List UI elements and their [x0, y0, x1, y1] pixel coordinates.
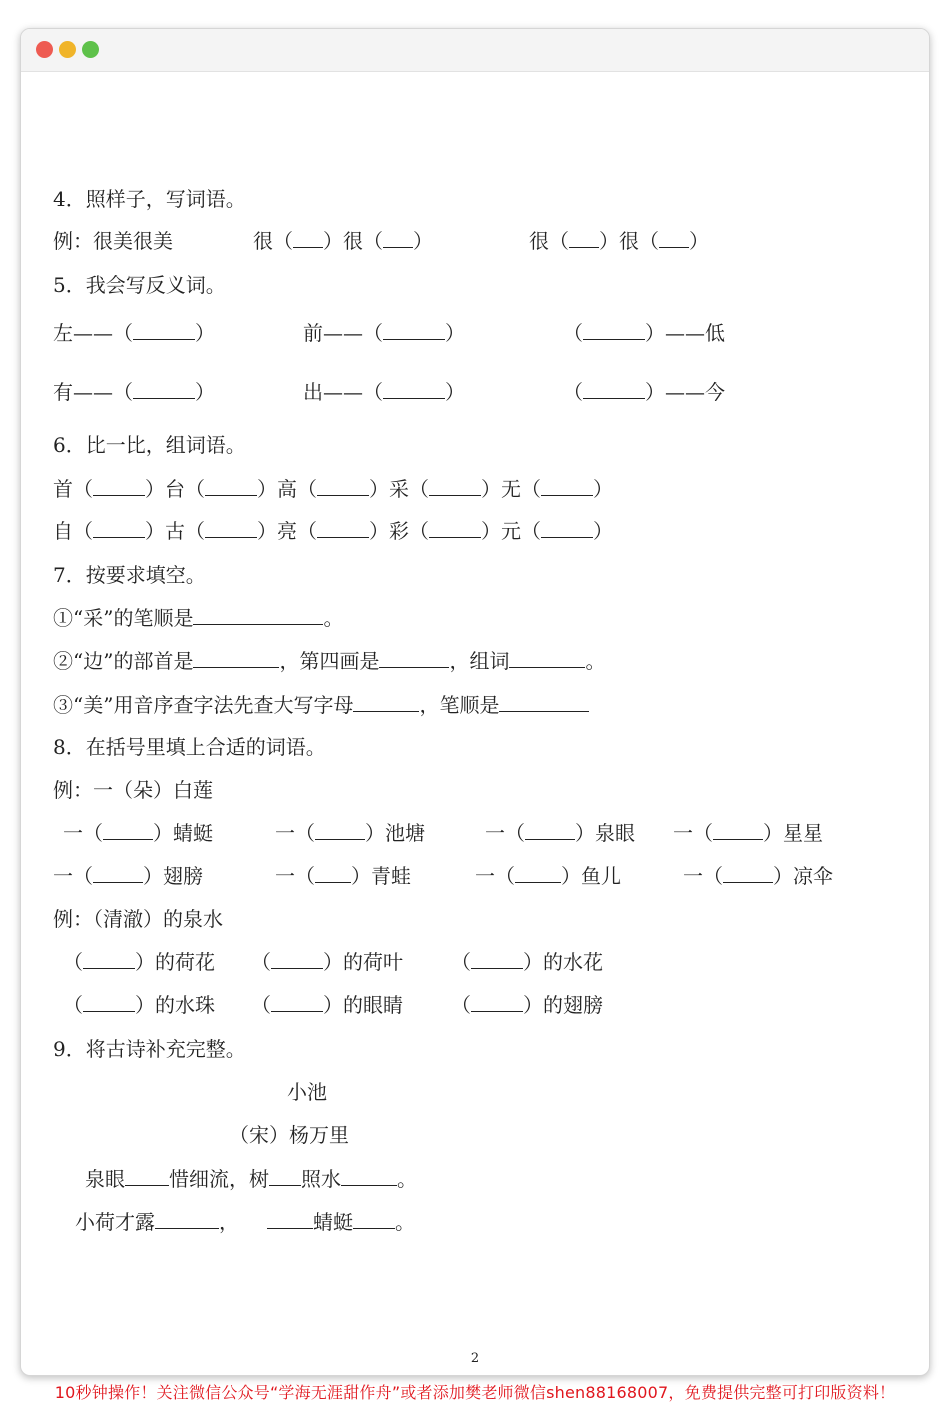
answer-blank[interactable] [471, 993, 523, 1012]
q4-item-1: 很（ ）很（ ） [253, 229, 433, 253]
answer-blank[interactable] [193, 606, 323, 625]
q7-line-3: ③“美”用音序查字法先查大写字母 ，笔顺是 [53, 693, 589, 717]
promo-footer: 10秒钟操作！关注微信公众号“学海无涯甜作舟”或者添加樊老师微信shen88168007，免费提供完整可打印版资料！ [54, 1383, 896, 1402]
answer-blank[interactable] [125, 1167, 169, 1186]
q8-row-3-c: （ ）的水花 [451, 950, 603, 974]
q8-row-1-d: 一（ ）星星 [673, 821, 823, 845]
q8-row-4-c: （ ）的翅膀 [451, 993, 603, 1017]
q8-row-1-c: 一（ ）泉眼 [485, 821, 635, 845]
q5-r1-b: 前——（ ） [303, 321, 465, 345]
answer-blank[interactable] [93, 864, 143, 883]
window-titlebar [21, 29, 929, 72]
answer-blank[interactable] [659, 229, 689, 248]
answer-blank[interactable] [93, 519, 145, 538]
q7-title: 7．按要求填空。 [53, 563, 206, 587]
q4-item-2: 很（ ）很（ ） [529, 229, 709, 253]
answer-blank[interactable] [379, 649, 449, 668]
answer-blank[interactable] [723, 864, 773, 883]
document-window [20, 28, 930, 1376]
answer-blank[interactable] [293, 229, 323, 248]
q6-row-1: 首（ ）台（ ）高（ ）采（ ）无（ ） [53, 477, 613, 501]
answer-blank[interactable] [583, 321, 645, 340]
q8-row-1-a: 一（ ）蜻蜓 [63, 821, 213, 845]
q4-example: 例：很美很美 [53, 229, 173, 253]
answer-blank[interactable] [383, 229, 413, 248]
q8-row-4-b: （ ）的眼睛 [251, 993, 403, 1017]
maximize-window-button[interactable] [82, 41, 99, 58]
q8-title: 8．在括号里填上合适的词语。 [53, 735, 326, 759]
answer-blank[interactable] [515, 864, 561, 883]
q8-row-1-b: 一（ ）池塘 [275, 821, 425, 845]
q6-title: 6．比一比，组词语。 [53, 433, 246, 457]
q5-r1-a: 左——（ ） [53, 321, 215, 345]
answer-blank[interactable] [429, 519, 481, 538]
answer-blank[interactable] [83, 950, 135, 969]
answer-blank[interactable] [471, 950, 523, 969]
q8-row-3-b: （ ）的荷叶 [251, 950, 403, 974]
q4-title: 4．照样子，写词语。 [53, 187, 246, 211]
answer-blank[interactable] [509, 649, 585, 668]
answer-blank[interactable] [317, 477, 369, 496]
answer-blank[interactable] [103, 821, 153, 840]
answer-blank[interactable] [205, 477, 257, 496]
answer-blank[interactable] [271, 993, 323, 1012]
answer-blank[interactable] [315, 821, 365, 840]
minimize-window-button[interactable] [59, 41, 76, 58]
q7-line-2: ②“边”的部首是 ，第四画是 ，组词 。 [53, 649, 606, 673]
q5-r2-a: 有——（ ） [53, 380, 215, 404]
q5-r1-c: （ ）——低 [563, 321, 725, 345]
q8-example-1: 例：一（朵）白莲 [53, 778, 213, 802]
answer-blank[interactable] [271, 950, 323, 969]
q5-r2-c: （ ）——今 [563, 380, 725, 404]
answer-blank[interactable] [541, 519, 593, 538]
q5-r2-b: 出——（ ） [303, 380, 465, 404]
answer-blank[interactable] [383, 321, 445, 340]
page-number: 2 [470, 1351, 480, 1366]
q5-title: 5．我会写反义词。 [53, 273, 226, 297]
answer-blank[interactable] [541, 477, 593, 496]
poem-title: 小池 [287, 1080, 327, 1104]
q8-row-2-c: 一（ ）鱼儿 [475, 864, 621, 888]
answer-blank[interactable] [269, 1167, 301, 1186]
answer-blank[interactable] [499, 693, 589, 712]
poem-line-2: 小荷才露 ， 蜻蜓 。 [75, 1210, 415, 1234]
q8-row-2-d: 一（ ）凉伞 [683, 864, 833, 888]
answer-blank[interactable] [133, 380, 195, 399]
answer-blank[interactable] [193, 649, 279, 668]
q8-row-2-b: 一（ ）青蛙 [275, 864, 411, 888]
answer-blank[interactable] [713, 821, 763, 840]
q9-title: 9．将古诗补充完整。 [53, 1037, 246, 1061]
answer-blank[interactable] [315, 864, 351, 883]
answer-blank[interactable] [353, 693, 419, 712]
q8-row-2-a: 一（ ）翅膀 [53, 864, 203, 888]
answer-blank[interactable] [267, 1210, 313, 1229]
answer-blank[interactable] [205, 519, 257, 538]
poem-author: （宋）杨万里 [229, 1123, 349, 1147]
answer-blank[interactable] [383, 380, 445, 399]
close-window-button[interactable] [36, 41, 53, 58]
answer-blank[interactable] [429, 477, 481, 496]
answer-blank[interactable] [569, 229, 599, 248]
poem-line-1: 泉眼 惜细流，树 照水 。 [85, 1167, 417, 1191]
answer-blank[interactable] [133, 321, 195, 340]
q6-row-2: 自（ ）古（ ）亮（ ）彩（ ）元（ ） [53, 519, 613, 543]
answer-blank[interactable] [317, 519, 369, 538]
answer-blank[interactable] [341, 1167, 397, 1186]
answer-blank[interactable] [155, 1210, 219, 1229]
q8-row-3-a: （ ）的荷花 [63, 950, 215, 974]
q8-row-4-a: （ ）的水珠 [63, 993, 215, 1017]
answer-blank[interactable] [93, 477, 145, 496]
q8-example-2: 例：（清澈）的泉水 [53, 907, 223, 931]
q7-line-1: ①“采”的笔顺是 。 [53, 606, 344, 630]
answer-blank[interactable] [353, 1210, 395, 1229]
answer-blank[interactable] [525, 821, 575, 840]
answer-blank[interactable] [83, 993, 135, 1012]
answer-blank[interactable] [583, 380, 645, 399]
